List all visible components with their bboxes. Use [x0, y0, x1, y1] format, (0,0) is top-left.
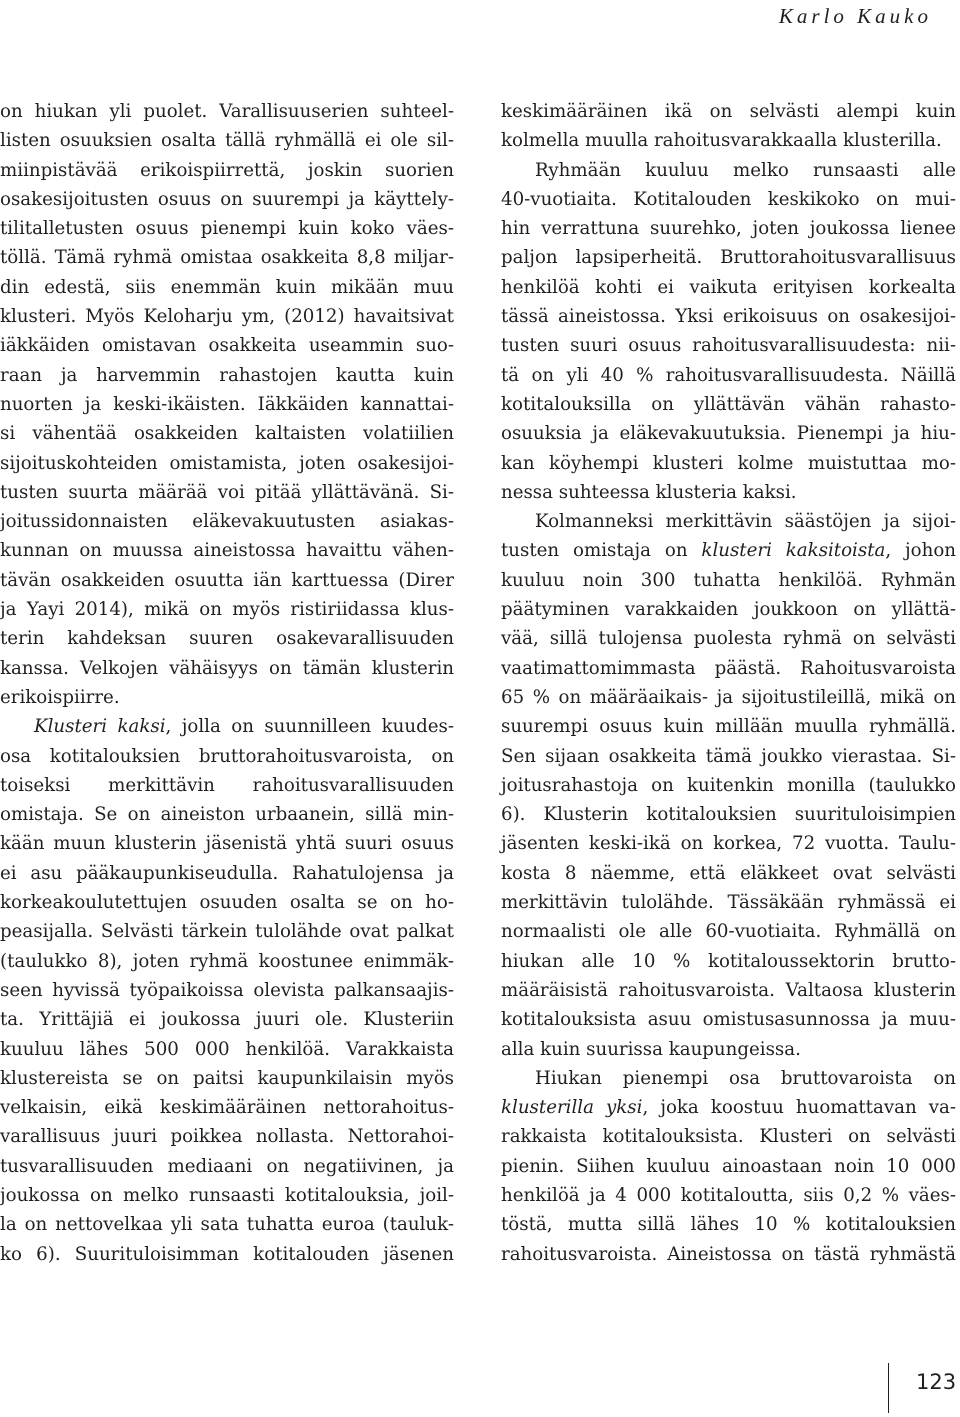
text-line: määräisistä rahoitusvaroista. Valtaosa klusterin: [501, 979, 956, 1001]
text-line: kuuluu noin 300 tuhatta henkilöä. Ryhmän: [501, 569, 956, 591]
text-line: 6). Klusterin kotitalouksien suurituloisimpien: [501, 804, 956, 826]
text-line: Sen sijaan osakkeita tämä joukko vierastaa. Si-: [501, 745, 956, 767]
text-line: rahoitusvaroista. Aineistossa on tästä ryhmästä: [501, 1243, 956, 1265]
text-line: vää, sillä tulojensa puolesta ryhmä on selvästi: [501, 628, 956, 650]
text-line: tilitalletusten osuus pienempi kuin koko väes-: [0, 218, 454, 240]
paragraph: [501, 1064, 956, 1269]
text-line: paljon lapsiperheitä. Bruttorahoitusvarallisuus: [501, 247, 956, 269]
paragraph: [501, 97, 956, 156]
text-line: iäkkäiden omistavan osakkeita useammin suo-: [0, 335, 454, 357]
text-line: klustereista se on paitsi kaupunkilaisin myös: [0, 1067, 454, 1089]
page-number-rule: [888, 1363, 889, 1413]
text-line: korkeakoulutettujen osuuden osalta se on ho-: [0, 892, 454, 914]
text-line: kolmella muulla rahoitusvarakkaalla klusterilla.: [501, 130, 942, 152]
text-line: Kolmanneksi merkittävin säästöjen ja sijoi-: [535, 511, 956, 533]
text-line: jäsenten keski-ikä on korkea, 72 vuotta. Taulu-: [501, 833, 956, 855]
emphasis-term: Klusteri kaksi: [34, 716, 166, 738]
text-line: sijoituskohteiden omistamista, joten osakesijoi-: [0, 452, 454, 474]
text-line: tässä aineistossa. Yksi erikoisuus on osakesijoi-: [501, 306, 956, 328]
text-line: henkilöä kohti ei vaikuta erityisen korkealta: [501, 276, 956, 298]
right-column: [501, 97, 956, 1269]
text-line: on hiukan yli puolet. Varallisuuserien suhteel-: [0, 101, 454, 122]
text-line: raan ja harvemmin rahastojen kautta kuin: [0, 364, 454, 386]
text-line: osuuksia ja eläkevakuutuksia. Pienempi ja hiu-: [501, 423, 956, 445]
text-line: hin verrattuna suurehko, joten joukossa lienee: [501, 218, 956, 240]
text-line: klusteri. Myös Keloharju ym, (2012) havaitsivat: [0, 306, 454, 328]
text-line: tusten omistaja on klusteri kaksitoista, johon: [501, 540, 956, 562]
text-line: la on nettovelkaa yli sata tuhatta euroa (tauluk-: [0, 1214, 454, 1236]
paragraph: [501, 507, 956, 1064]
emphasis-term: klusterilla yksi: [501, 1097, 643, 1119]
text-line: rakkaista kotitalouksista. Klusteri on selvästi: [501, 1126, 956, 1148]
text-line: vaatimattomimmasta päästä. Rahoitusvaroista: [501, 657, 956, 679]
text-line: hiukan alle 10 % kotitaloussektorin brutto-: [501, 950, 956, 972]
text-line: omistaja. Se on aineiston urbaanein, sillä min-: [0, 804, 454, 826]
text-line: nessa suhteessa klusteria kaksi.: [501, 481, 797, 503]
text-line: toiseksi merkittävin rahoitusvarallisuuden: [0, 774, 454, 796]
text-line: alla kuin suurissa kaupungeissa.: [501, 1038, 801, 1060]
text-line: Ryhmään kuuluu melko runsaasti alle: [535, 159, 956, 181]
text-line: merkittävin tulolähde. Tässäkään ryhmässä ei: [501, 892, 956, 914]
text-line: kanssa. Velkojen vähäisyys on tämän klusterin: [0, 657, 454, 679]
text-line: 40-vuotiaita. Kotitalouden keskikoko on mui-: [501, 188, 956, 210]
text-line: kuuluu lähes 500 000 henkilöä. Varakkaista: [0, 1038, 454, 1060]
paragraph: [0, 97, 454, 712]
text-line: henkilöä ja 4 000 kotitaloutta, siis 0,2 % väes-: [501, 1184, 956, 1206]
text-line: tusvarallisuuden mediaani on negatiivinen, ja: [0, 1155, 454, 1177]
text-line: erikoispiirre.: [0, 686, 120, 708]
text-line: joukossa on melko runsaasti kotitalouksia, joil-: [0, 1184, 454, 1206]
text-line: 65 % on määräaikais- ja sijoitustileillä, mikä on: [501, 686, 956, 708]
text-line: nuorten ja keski-ikäisten. Iäkkäiden kannattai-: [0, 393, 454, 415]
text-line: Hiukan pienempi osa bruttovaroista on: [535, 1067, 956, 1089]
text-line: listen osuuksien osalta tällä ryhmällä ei ole sil-: [0, 130, 454, 152]
left-column: [0, 97, 454, 1269]
text-line: tä on yli 40 % rahoitusvarallisuudesta. Näillä: [501, 364, 956, 386]
paragraph: [501, 156, 956, 508]
text-line: ei asu pääkaupunkiseudulla. Rahatulojensa ja: [0, 862, 454, 884]
text-line: päätyminen varakkaiden joukkoon on yllättä-: [501, 599, 956, 621]
text-line: peasijalla. Selvästi tärkein tulolähde ovat palkat: [0, 921, 454, 943]
text-line: pienin. Siihen kuuluu ainoastaan noin 10 000: [501, 1155, 956, 1177]
text-line: töstä, mutta sillä lähes 10 % kotitalouksien: [501, 1214, 956, 1236]
text-line: töllä. Tämä ryhmä omistaa osakkeita 8,8 miljar-: [0, 247, 454, 269]
text-line: (taulukko 8), joten ryhmä koostunee enimmäk-: [0, 950, 454, 972]
text-line: varallisuus juuri poikkea nollasta. Nettorahoi-: [0, 1126, 454, 1148]
text-line: osakesijoitusten osuus on suurempi ja käyttely-: [0, 188, 454, 210]
text-line: si vähentää osakkeiden kaltaisten volatiilien: [0, 423, 454, 445]
text-line: velkaisin, eikä keskimääräinen nettorahoitus-: [0, 1097, 454, 1119]
page-number: 123: [916, 1370, 957, 1394]
running-head-author: Karlo Kauko: [778, 4, 932, 28]
text-line: normaalisti ole alle 60-vuotiaita. Ryhmällä on: [501, 921, 956, 943]
text-line: Klusteri kaksi, jolla on suunnilleen kuudes-: [34, 716, 454, 738]
text-line: osa kotitalouksien bruttorahoitusvaroista, on: [0, 745, 454, 767]
text-line: joitussidonnaisten eläkevakuutusten asiakas-: [0, 511, 454, 533]
text-line: ta. Yrittäjiä ei joukossa juuri ole. Klusteriin: [0, 1009, 454, 1031]
emphasis-term: klusteri kaksitoista: [701, 540, 886, 562]
text-line: keskimääräinen ikä on selvästi alempi kuin: [501, 101, 956, 122]
text-line: terin kahdeksan suuren osakevarallisuuden: [0, 628, 454, 650]
text-line: tävän osakkeiden osuutta iän karttuessa (Direr: [0, 569, 454, 591]
text-line: kään muun klusterin jäsenistä yhtä suuri osuus: [0, 833, 454, 855]
text-line: kotitalouksilla on yllättävän vähän rahasto-: [501, 393, 956, 415]
text-line: tusten suurta määrää voi pitää yllättävänä. Si-: [0, 481, 454, 503]
text-line: kosta 8 näemme, että eläkkeet ovat selvästi: [501, 862, 956, 884]
text-line: klusterilla yksi, joka koostuu huomattavan va-: [501, 1097, 957, 1119]
text-line: tusten suuri osuus rahoitusvarallisuudesta: nii-: [501, 335, 956, 357]
text-line: miinpistävää erikoispiirrettä, joskin suorien: [0, 159, 454, 181]
text-line: kotitalouksista asuu omistusasunnossa ja muu-: [501, 1009, 956, 1031]
text-line: kunnan on muussa aineistossa havaittu vähen-: [0, 540, 454, 562]
paragraph: [0, 712, 454, 1269]
text-line: ko 6). Suurituloisimman kotitalouden jäsenen: [0, 1243, 454, 1265]
text-line: suurempi osuus kuin millään muulla ryhmällä.: [501, 716, 956, 738]
text-line: joitusrahastoja on kuitenkin monilla (taulukko: [501, 774, 956, 796]
text-line: kan köyhempi klusteri kolme muistuttaa mo-: [501, 452, 956, 474]
text-line: din edestä, siis enemmän kuin mikään muu: [0, 276, 454, 298]
text-line: seen hyvissä työpaikoissa olevista palkansaajis-: [0, 979, 454, 1001]
text-line: ja Yayi 2014), mikä on myös ristiriidassa klus-: [0, 599, 454, 621]
